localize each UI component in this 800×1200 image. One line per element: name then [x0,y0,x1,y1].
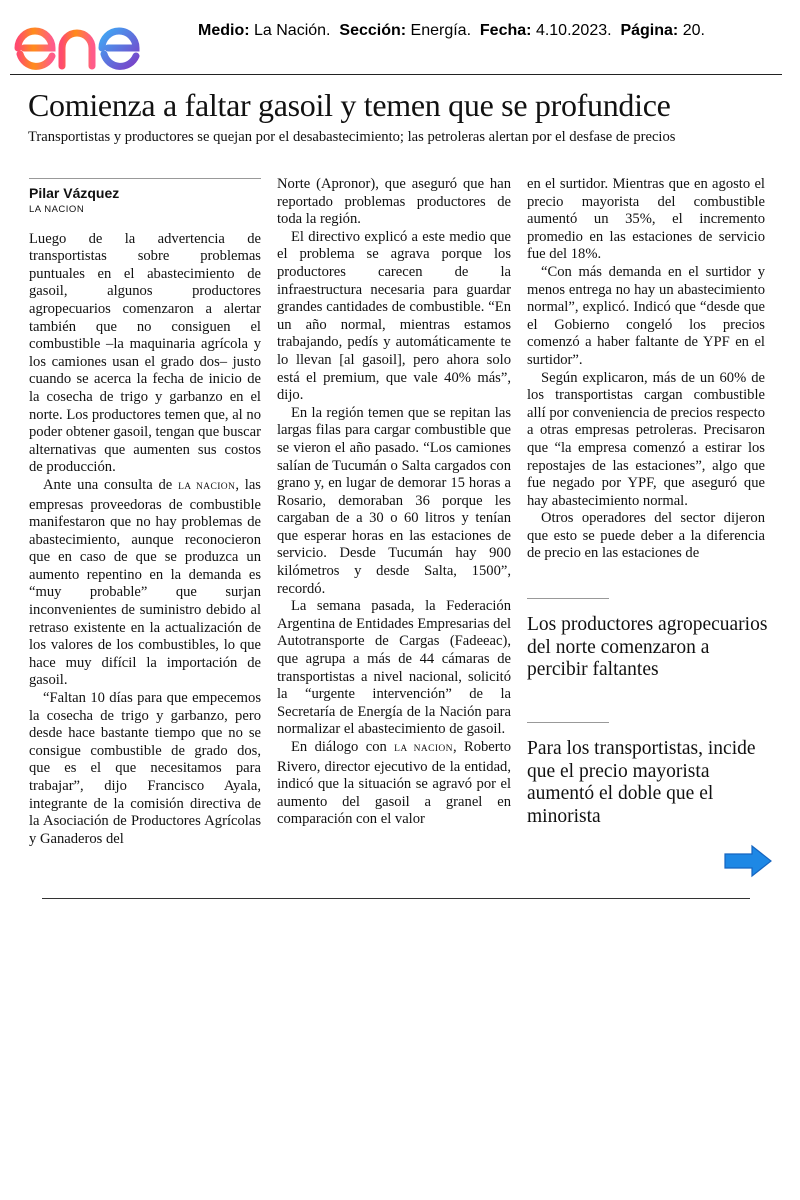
pullquote-2: Para los transportistas, incide que el precio mayorista aumentó el doble que el minorista [527,738,756,827]
paragraph-2: Ante una consulta de LA NACION, las empresas proveedoras de combustible manifestaron que no hay problemas de abastecimiento, aunque reconocieron que en caso de que se produzca un aumento repentino en la demanda es “muy probable” que surjan inconvenientes de suministro debido al retraso existente en la actualización de los valores de los combustibles, lo que hace muy difícil la importación de gasoil. [29,476,261,689]
byline-divider [29,178,261,179]
fecha-label: Fecha: [479,22,532,39]
author-name: Pilar Vázquez [29,185,120,201]
publication-meta [198,22,705,40]
paragraph-6: La semana pasada, la Federación Argentina de Entidades Empresarias del Autotransporte de Cargas (Fadeeac), que agrupa a más de 44 cámaras de transportistas a nivel nacional, solicitó la “urgente intervención” de la Secretaría de Energía de la Nación para normalizar el abastecimiento de gasoil. [277,598,511,738]
pullquote-1: Los productores agropecuarios del norte comenzaron a percibir faltantes [527,614,768,680]
paragraph-4: El directivo explicó a este medio que el problema se agrava porque los productores carecen de la infraestructura necesaria para guardar grandes cantidades de combustible. “En un año normal, mientras estamos trabajando, pedís y automáticamente te lo llevan [al gasoil], pero ahora solo está el premium, que vale 40% más”, dijo. [277,228,511,404]
header-divider [10,74,782,75]
paragraph-5: En la región temen que se repitan las largas filas para cargar combustible que se vieron el año pasado. “Los camiones salían de Tucumán o Salta cargados con grano y, en lugar de demorar 15 horas a Rosario, demoraban 36 porque les cargaban de a 30 o 60 litros y tenían que esperar horas en las estaciones de servicio. Desde Tucumán hay 900 kilómetros y desde Salta, 1500”, recordó. [277,404,511,597]
pullquote-1-divider [527,598,609,599]
pagina-label: Página: [620,22,679,39]
article-column-2 [277,176,511,829]
seccion-label: Sección: [339,22,407,39]
fecha-value: 4.10.2023. [535,22,612,39]
paragraph-3: “Faltan 10 días para que empecemos la cosecha de trigo y garbanzo, pero desde hace bastante tiempo que no se consigue combustible de grado dos, que es el que necesitamos para trabajar”, dijo Francisco Ayala, integrante de la comisión directiva de la Asociación de Productores Agrícolas y Ganaderos del [29,690,261,847]
seccion-value: Energía. [410,22,472,39]
paragraph-8: “Con más demanda en el surtidor y menos entrega no hay un abastecimiento normal”, explicó. Indicó que “desde que el Gobierno congeló los precios comenzó a haber faltante de YPF en el surtidor”. [527,263,765,368]
paragraph-9: Según explicaron, más de un 60% de los transportistas cargan combustible allí por conveniencia de precios respecto a otras empresas petroleras. Precisaron que “la empresa comenzó a estirar los repostajes de las estaciones”, algo que fue negado por YPF, que aseguró que hay abastecimiento normal. [527,369,765,509]
paragraph-7-continued: en el surtidor. Mientras que en agosto el precio mayorista del combustible aumentó un 35%, el incremento promedio en las estaciones de servicio fue del 18%. [527,176,765,263]
pullquote-2-divider [527,722,609,723]
medio-value: La Nación. [254,22,331,39]
headline: Comienza a faltar gasoil y temen que se profundice [28,87,671,123]
footer-divider [42,898,750,899]
enel-logo-icon [14,8,184,70]
author-organization: LA NACION [29,204,85,215]
paragraph-3-continued: Norte (Apronor), que aseguró que han reportado problemas productores de toda la región. [277,176,511,228]
article-column-1 [29,176,261,848]
paragraph-7: En diálogo con LA NACION, Roberto Rivero, director ejecutivo de la entidad, indicó que la situación se agravó por el aumento del gasoil a granel en comparación con el valor [277,739,511,828]
article-column-3 [527,176,765,563]
paragraph-1: Luego de la advertencia de transportistas sobre problemas puntuales en el abastecimiento de gasoil, algunos productores agropecuarios comenzaron a alertar también que no consiguen el combustible –la maquinaria agrícola y los camiones usan el grado dos– justo cuando se acerca la fecha de inicio de la cosecha de trigo y garbanzo en el norte. Los productores temen que, al no poder obtener gasoil, tengan que buscar alternativas que aumenten sus costos de producción. [29,230,261,476]
pagina-value: 20. [682,22,705,39]
paragraph-10: Otros operadores del sector dijeron que esto se puede deber a la diferencia de precio en las estaciones de [527,510,765,562]
subheadline: Transportistas y productores se quejan por el desabastecimiento; las petroleras alertan por el desfase de precios [28,129,676,145]
arrow-right-icon[interactable] [722,843,774,879]
medio-label: Medio: [198,22,250,39]
